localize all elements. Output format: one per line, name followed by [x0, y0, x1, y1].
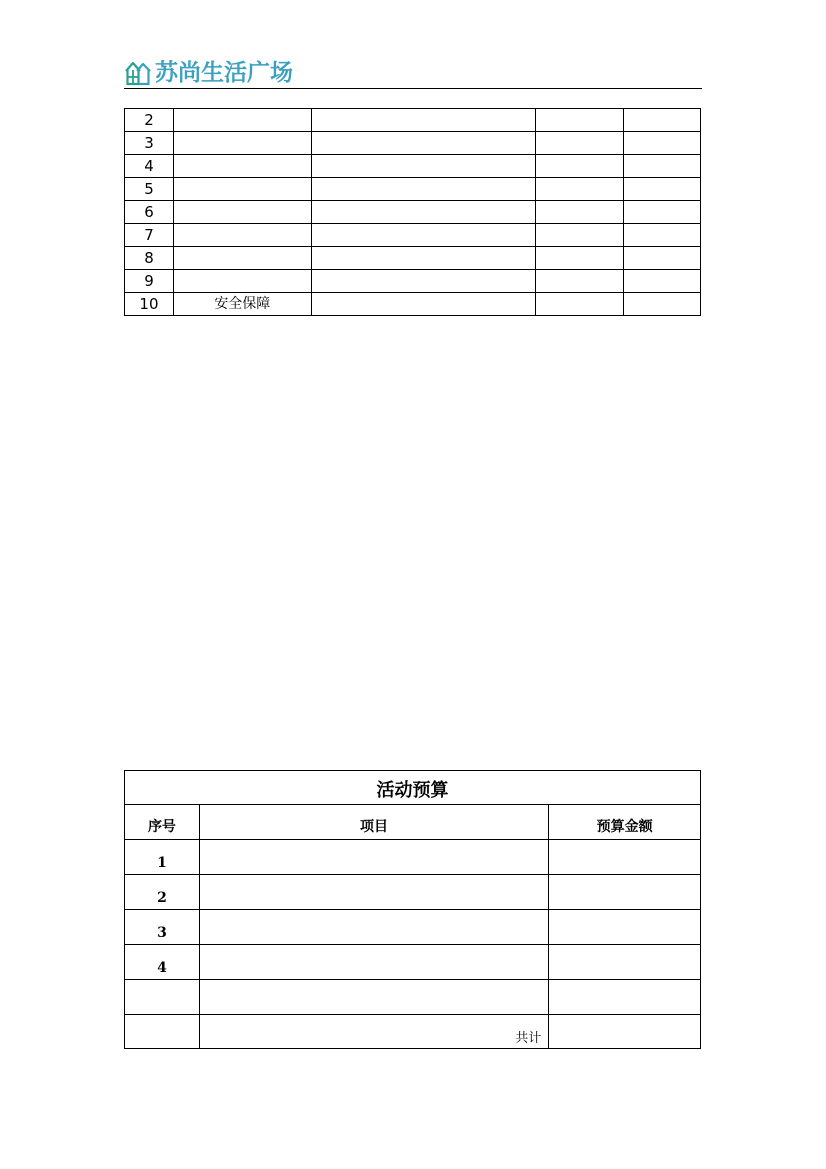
budget-seq: 4	[125, 945, 200, 980]
row-cell	[536, 247, 624, 270]
row-cell	[624, 201, 701, 224]
budget-seq: 2	[125, 875, 200, 910]
row-cell	[536, 224, 624, 247]
table-row	[125, 109, 701, 132]
row-cell	[536, 293, 624, 316]
table-row	[125, 224, 701, 247]
row-cell	[311, 201, 536, 224]
row-number: 5	[125, 178, 174, 201]
row-number: 6	[125, 201, 174, 224]
row-cell	[311, 109, 536, 132]
table-row	[125, 247, 701, 270]
row-cell	[311, 178, 536, 201]
brand-name: 苏尚生活广场	[155, 60, 293, 86]
row-cell	[536, 178, 624, 201]
total-seq-cell	[125, 1015, 200, 1049]
page-header	[124, 58, 702, 89]
row-cell	[624, 224, 701, 247]
row-cell	[311, 132, 536, 155]
logo-house-icon	[124, 60, 152, 86]
budget-amount-cell	[549, 910, 701, 945]
table-row	[125, 840, 701, 875]
budget-seq: 1	[125, 840, 200, 875]
budget-item-cell	[199, 840, 548, 875]
row-cell	[624, 109, 701, 132]
row-cell	[624, 247, 701, 270]
row-item	[173, 178, 311, 201]
budget-title: 活动预算	[125, 771, 701, 805]
row-item	[173, 270, 311, 293]
budget-seq	[125, 980, 200, 1015]
budget-item-cell	[199, 875, 548, 910]
header-amount: 预算金额	[549, 805, 701, 840]
row-cell	[311, 270, 536, 293]
table-row	[125, 155, 701, 178]
table-row	[125, 201, 701, 224]
budget-item-cell	[199, 910, 548, 945]
row-number: 9	[125, 270, 174, 293]
row-cell	[624, 132, 701, 155]
row-cell	[536, 109, 624, 132]
row-number: 3	[125, 132, 174, 155]
row-number: 2	[125, 109, 174, 132]
row-cell	[311, 293, 536, 316]
budget-amount-cell	[549, 840, 701, 875]
table-row	[125, 293, 701, 316]
header-item: 项目	[199, 805, 548, 840]
budget-title-row	[125, 771, 701, 805]
row-number: 4	[125, 155, 174, 178]
row-cell	[624, 293, 701, 316]
row-cell	[624, 155, 701, 178]
row-number: 8	[125, 247, 174, 270]
table-row	[125, 910, 701, 945]
row-item	[173, 132, 311, 155]
row-cell	[536, 155, 624, 178]
row-cell	[311, 247, 536, 270]
budget-table	[124, 770, 701, 1049]
budget-item-cell	[199, 945, 548, 980]
row-number: 7	[125, 224, 174, 247]
table-row	[125, 875, 701, 910]
budget-item-cell	[199, 980, 548, 1015]
budget-total-row	[125, 1015, 701, 1049]
row-item	[173, 155, 311, 178]
budget-amount-cell	[549, 945, 701, 980]
row-item	[173, 109, 311, 132]
row-item: 安全保障	[173, 293, 311, 316]
budget-amount-cell	[549, 875, 701, 910]
row-item	[173, 201, 311, 224]
schedule-table	[124, 108, 701, 316]
table-row	[125, 980, 701, 1015]
budget-header-row	[125, 805, 701, 840]
table-row	[125, 132, 701, 155]
budget-seq: 3	[125, 910, 200, 945]
row-cell	[311, 155, 536, 178]
table-row	[125, 270, 701, 293]
row-cell	[536, 132, 624, 155]
budget-amount-cell	[549, 980, 701, 1015]
header-seq: 序号	[125, 805, 200, 840]
row-number: 10	[125, 293, 174, 316]
total-label: 共计	[199, 1015, 548, 1049]
row-cell	[536, 201, 624, 224]
row-item	[173, 247, 311, 270]
row-cell	[536, 270, 624, 293]
table-row	[125, 178, 701, 201]
row-item	[173, 224, 311, 247]
row-cell	[311, 224, 536, 247]
table-row	[125, 945, 701, 980]
total-amount-cell	[549, 1015, 701, 1049]
row-cell	[624, 270, 701, 293]
row-cell	[624, 178, 701, 201]
